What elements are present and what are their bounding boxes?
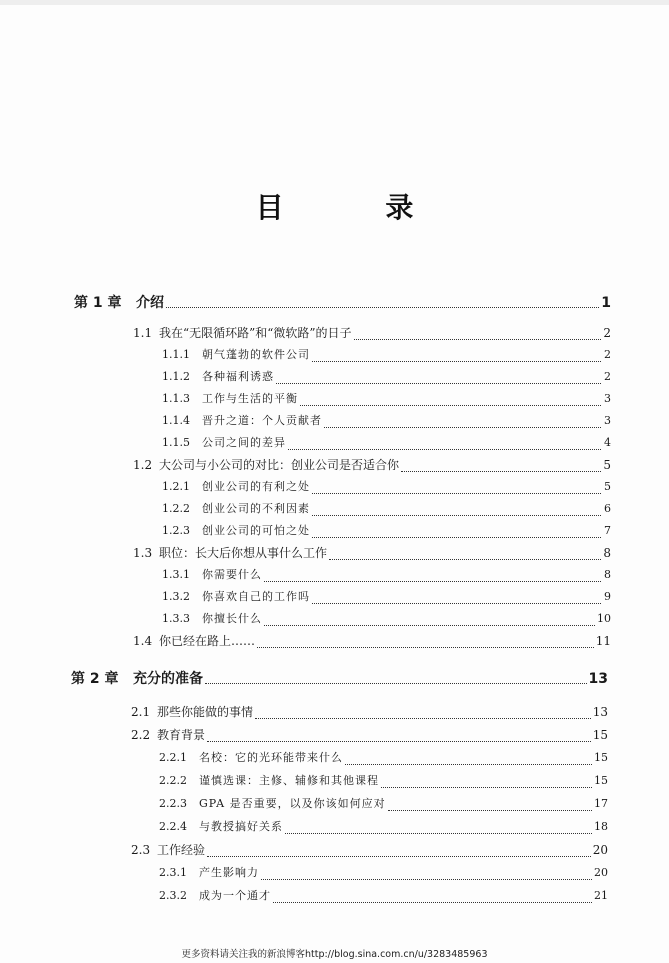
toc-subsection-2-2-1[interactable] (159, 749, 608, 769)
toc-subsection-1-2-3[interactable] (162, 522, 611, 542)
toc-label: 你需要什么 (202, 568, 262, 581)
toc-page-number: 5 (604, 480, 611, 493)
toc-label: 晋升之道：个人贡献者 (202, 414, 322, 427)
toc-page-number: 9 (604, 590, 611, 603)
toc-number: 1.4 (133, 634, 153, 648)
toc-label: 教育背景 (157, 728, 206, 742)
toc-number: 2.2.3 (159, 797, 187, 810)
toc-section-1-4[interactable] (133, 632, 611, 652)
toc-number: 1.2.2 (162, 502, 190, 515)
toc-page-number: 1 (601, 295, 611, 311)
leader-dots (205, 682, 587, 684)
toc-number: 1.2 (133, 458, 153, 472)
toc-label: 谨慎选课：主修、辅修和其他课程 (199, 774, 379, 787)
leader-dots (345, 763, 592, 765)
leader-dots (264, 580, 601, 582)
toc-label: 那些你能做的事情 (157, 705, 254, 719)
toc-number: 1.1.5 (162, 436, 190, 449)
leader-dots (285, 832, 592, 834)
toc-subsection-1-1-1[interactable] (162, 346, 611, 366)
toc-label: 我在“无限循环路”和“微软路”的日子 (159, 326, 352, 340)
toc-number: 第 1 章 (74, 295, 122, 311)
toc-page-number: 13 (588, 671, 608, 687)
leader-dots (288, 448, 601, 450)
toc-number: 2.3.2 (159, 889, 187, 902)
toc-subsection-1-2-1[interactable] (162, 478, 611, 498)
toc-number: 1.1.2 (162, 370, 190, 383)
toc-page-number: 2 (604, 348, 611, 361)
toc-number: 第 2 章 (71, 671, 119, 687)
toc-label: 工作与生活的平衡 (202, 392, 298, 405)
toc-subsection-2-2-4[interactable] (159, 818, 608, 838)
toc-chapter-2[interactable] (71, 668, 608, 688)
leader-dots (255, 717, 591, 719)
toc-number: 1.3.3 (162, 612, 190, 625)
toc-section-2-3[interactable] (131, 841, 608, 861)
toc-subsection-1-1-2[interactable] (162, 368, 611, 388)
toc-subsection-1-3-2[interactable] (162, 588, 611, 608)
toc-page-number: 4 (604, 436, 611, 449)
toc-subsection-1-1-4[interactable] (162, 412, 611, 432)
toc-number: 2.2.4 (159, 820, 187, 833)
leader-dots (324, 426, 601, 428)
toc-subsection-2-2-2[interactable] (159, 772, 608, 792)
toc-label: 你已经在路上…… (159, 634, 256, 648)
toc-page-number: 6 (604, 502, 611, 515)
toc-label: 你喜欢自己的工作吗 (202, 590, 310, 603)
toc-page-number: 17 (594, 797, 608, 810)
toc-number: 1.1.4 (162, 414, 190, 427)
toc-number: 1.3 (133, 546, 153, 560)
toc-number: 1.2.3 (162, 524, 190, 537)
toc-page-number: 3 (604, 414, 611, 427)
toc-label: 创业公司的不利因素 (202, 502, 310, 515)
toc-label: 产生影响力 (199, 866, 259, 879)
toc-page-number: 7 (604, 524, 611, 537)
toc-page-number: 2 (604, 370, 611, 383)
toc-section-2-1[interactable] (131, 703, 608, 723)
leader-dots (354, 338, 601, 340)
leader-dots (388, 809, 592, 811)
leader-dots (312, 360, 601, 362)
leader-dots (329, 558, 601, 560)
toc-label: 工作经验 (157, 843, 206, 857)
toc-number: 2.2 (131, 728, 151, 742)
toc-number: 1.1.1 (162, 348, 190, 361)
toc-label: 成为一个通才 (199, 889, 271, 902)
toc-page-number: 18 (594, 820, 608, 833)
toc-page-number: 15 (594, 774, 608, 787)
toc-label: 朝气蓬勃的软件公司 (202, 348, 310, 361)
leader-dots (207, 740, 591, 742)
leader-dots (312, 492, 601, 494)
toc-number: 1.2.1 (162, 480, 190, 493)
leader-dots (261, 878, 592, 880)
leader-dots (312, 602, 601, 604)
toc-section-1-1[interactable] (133, 324, 611, 344)
leader-dots (312, 514, 601, 516)
toc-page-number: 10 (597, 612, 611, 625)
toc-label: 介绍 (136, 295, 164, 311)
toc-subsection-2-2-3[interactable] (159, 795, 608, 815)
toc-label: 名校：它的光环能带来什么 (199, 751, 343, 764)
toc-number: 2.2.1 (159, 751, 187, 764)
toc-page-number: 8 (603, 546, 611, 560)
toc-section-2-2[interactable] (131, 726, 608, 746)
toc-number: 2.2.2 (159, 774, 187, 787)
toc-subsection-1-3-3[interactable] (162, 610, 611, 630)
toc-page-number: 20 (594, 866, 608, 879)
page-title: 目 录 (255, 191, 460, 224)
toc-number: 2.3 (131, 843, 151, 857)
toc-number: 2.1 (131, 705, 151, 719)
toc-page-number: 13 (592, 705, 608, 719)
toc-page-number: 2 (603, 326, 611, 340)
toc-label: 与教授搞好关系 (199, 820, 283, 833)
toc-label: 充分的准备 (133, 671, 203, 687)
toc-subsection-1-3-1[interactable] (162, 566, 611, 586)
toc-label: 公司之间的差异 (202, 436, 286, 449)
toc-page-number: 20 (592, 843, 608, 857)
toc-label: 创业公司的有利之处 (202, 480, 310, 493)
leader-dots (381, 786, 592, 788)
toc-subsection-1-2-2[interactable] (162, 500, 611, 520)
leader-dots (312, 536, 601, 538)
toc-number: 2.3.1 (159, 866, 187, 879)
toc-subsection-2-3-2[interactable] (159, 887, 608, 907)
toc-label: 各种福利诱惑 (202, 370, 274, 383)
toc-page-number: 15 (594, 751, 608, 764)
toc-subsection-1-1-5[interactable] (162, 434, 611, 454)
toc-page-number: 3 (604, 392, 611, 405)
toc-number: 1.1 (133, 326, 153, 340)
toc-label: 创业公司的可怕之处 (202, 524, 310, 537)
leader-dots (166, 306, 599, 308)
toc-page-number: 21 (594, 889, 608, 902)
toc-subsection-1-1-3[interactable] (162, 390, 611, 410)
toc-label: 职位：长大后你想从事什么工作 (159, 546, 328, 560)
toc-section-1-2[interactable] (133, 456, 611, 476)
leader-dots (276, 382, 601, 384)
toc-section-1-3[interactable] (133, 544, 611, 564)
toc-chapter-1[interactable] (74, 292, 611, 312)
page-top-edge (0, 0, 669, 5)
toc-page-number: 8 (604, 568, 611, 581)
toc-number: 1.3.1 (162, 568, 190, 581)
toc-page-number: 15 (592, 728, 608, 742)
leader-dots (207, 855, 591, 857)
footer-blog-notice: 更多资料请关注我的新浪博客http://blog.sina.com.cn/u/3283485963 (181, 949, 488, 960)
toc-label: 你擅长什么 (202, 612, 262, 625)
toc-number: 1.1.3 (162, 392, 190, 405)
leader-dots (300, 404, 601, 406)
leader-dots (257, 646, 594, 648)
toc-subsection-2-3-1[interactable] (159, 864, 608, 884)
leader-dots (401, 470, 601, 472)
leader-dots (273, 901, 592, 903)
toc-number: 1.3.2 (162, 590, 190, 603)
toc-label: 大公司与小公司的对比：创业公司是否适合你 (159, 458, 400, 472)
toc-label: GPA 是否重要，以及你该如何应对 (199, 797, 386, 810)
toc-page-number: 11 (595, 634, 611, 648)
toc-page-number: 5 (603, 458, 611, 472)
leader-dots (264, 624, 595, 626)
